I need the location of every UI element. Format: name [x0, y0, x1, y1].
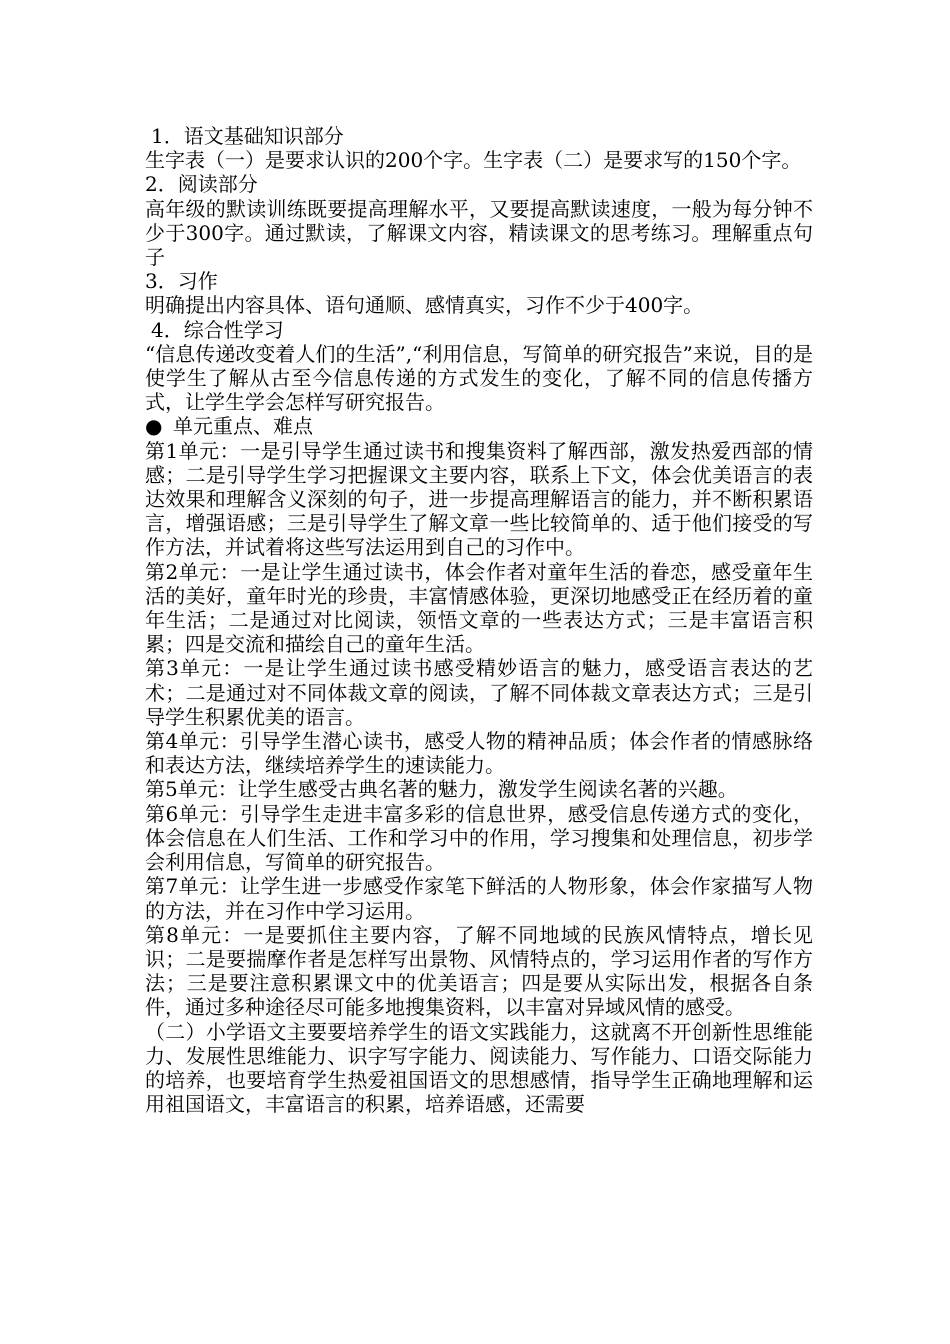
paragraph-unit-5: 第5单元：让学生感受古典名著的魅力，激发学生阅读名著的兴趣。 — [145, 777, 738, 802]
bullet-icon: ● — [145, 414, 163, 439]
paragraph-unit-2: 第2单元：一是让学生通过读书，体会作者对童年生活的眷恋，感受童年生活的美好，童年时光的珍贵，丰富情感体验，更深切地感受正在经历着的童年生活；二是通过对比阅读，领悟文章的一些表达方式；三是丰富语言积累；四是交流和描绘自己的童年生活。 — [145, 559, 813, 657]
paragraph-unit-8: 第8单元：一是要抓住主要内容，了解不同地域的民族风情特点，增长见识；二是要揣摩作者是怎样写出景物、风情特点的，学习运用作者的写作方法；三是要注意积累课文中的优美语言；四是要从实际出发，根据各自条件，通过多种途径尽可能多地搜集资料，以丰富对异域风情的感受。 — [145, 922, 813, 1020]
section-heading-reading: 2．阅读部分 — [145, 172, 258, 197]
section-heading-writing: 3．习作 — [145, 269, 218, 294]
bullet-heading-text: 单元重点、难点 — [173, 414, 313, 439]
paragraph-character-tables: 生字表（一）是要求认识的200个字。生字表（二）是要求写的150个字。 — [145, 148, 802, 173]
paragraph-section-two: （二）小学语文主要要培养学生的语文实践能力，这就离不开创新性思维能力、发展性思维能力、识字写字能力、阅读能力、写作能力、口语交际能力的培养，也要培育学生热爱祖国语文的思想感情，指导学生正确地理解和运用祖国语文，丰富语言的积累，培养语感，还需要 — [145, 1019, 813, 1117]
document-page — [145, 124, 813, 1116]
section-heading-basic-knowledge: 1．语文基础知识部分 — [151, 124, 344, 148]
paragraph-silent-reading: 高年级的默读训练既要提高理解水平，又要提高默读速度，一般为每分钟不少于300字。通过默读，了解课文内容，精读课文的思考练习。理解重点句子 — [145, 196, 813, 270]
paragraph-unit-1: 第1单元：一是引导学生通过读书和搜集资料了解西部，激发热爱西部的情感；二是引导学生学习把握课文主要内容，联系上下文，体会优美语言的表达效果和理解含义深刻的句子，进一步提高理解语言的能力，并不断积累语言，增强语感；三是引导学生了解文章一些比较简单的、适于他们接受的写作方法，并试着将这些写法运用到自己的习作中。 — [145, 438, 813, 560]
paragraph-writing-requirements: 明确提出内容具体、语句通顺、感情真实，习作不少于400字。 — [145, 293, 704, 318]
bullet-heading-unit-focus — [145, 414, 813, 438]
paragraph-unit-7: 第7单元：让学生进一步感受作家笔下鲜活的人物形象，体会作家描写人物的方法，并在习作中学习运用。 — [145, 874, 813, 923]
paragraph-information-transmission: “信息传递改变着人们的生活”,“利用信息，写简单的研究报告”来说，目的是使学生了解从古至今信息传递的方式发生的变化，了解不同的信息传播方式，让学生学会怎样写研究报告。 — [145, 341, 813, 415]
section-heading-comprehensive-learning: 4．综合性学习 — [151, 317, 284, 342]
paragraph-unit-6: 第6单元：引导学生走进丰富多彩的信息世界，感受信息传递方式的变化，体会信息在人们生活、工作和学习中的作用，学习搜集和处理信息，初步学会利用信息，写简单的研究报告。 — [145, 801, 813, 875]
paragraph-unit-4: 第4单元：引导学生潜心读书，感受人物的精神品质；体会作者的情感脉络和表达方法，继续培养学生的速读能力。 — [145, 729, 813, 778]
paragraph-unit-3: 第3单元：一是让学生通过读书感受精妙语言的魅力，感受语言表达的艺术；二是通过对不同体裁文章的阅读，了解不同体裁文章表达方式；三是引导学生积累优美的语言。 — [145, 656, 813, 729]
